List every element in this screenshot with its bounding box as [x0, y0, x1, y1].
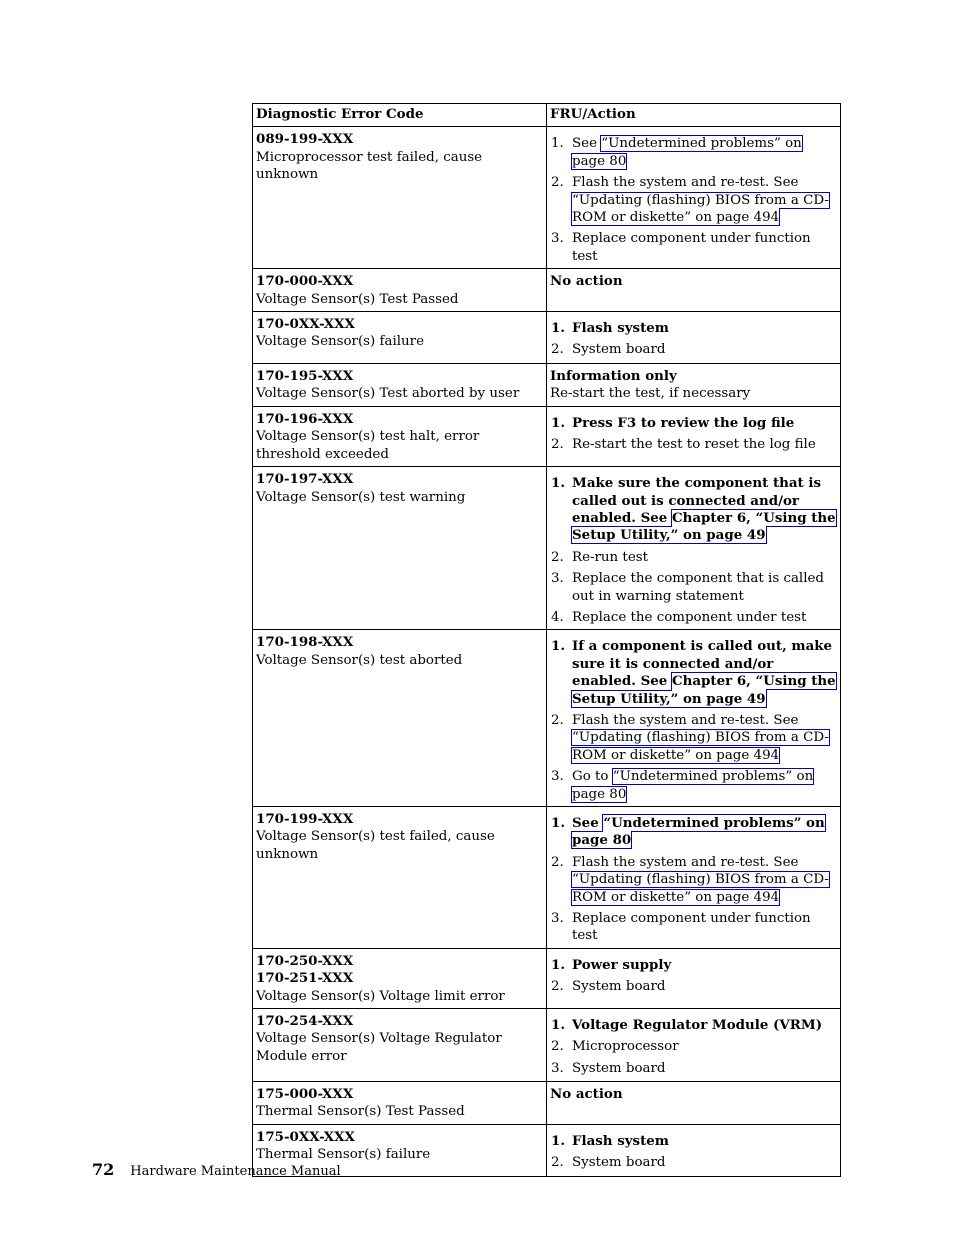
fru-action-content [547, 949, 840, 999]
action-step [550, 1154, 837, 1171]
step-text: System board [572, 979, 666, 995]
table-row [253, 312, 841, 364]
fru-action-cell [547, 312, 841, 364]
action-subtext: Re-start the test, if necessary [550, 386, 751, 402]
error-description: Voltage Sensor(s) Test aborted by user [256, 386, 520, 402]
error-code-cell [253, 467, 547, 630]
fru-action-cell [547, 807, 841, 949]
action-steps [550, 1133, 837, 1172]
step-number: 2. [551, 712, 564, 728]
fru-action-content [547, 364, 840, 406]
step-text: System board [572, 342, 666, 358]
action-steps [550, 1017, 837, 1077]
fru-action-cell [547, 406, 841, 466]
fru-action-cell [547, 1124, 841, 1176]
error-code-content [253, 312, 546, 354]
fru-action-content [547, 407, 840, 457]
fru-action-content [547, 269, 840, 293]
cross-reference-link[interactable]: Chapter 6, “Using the Setup Utility,” on page 49 [572, 673, 836, 707]
action-step [550, 415, 837, 432]
error-code-content [253, 807, 546, 866]
fru-action-content [547, 467, 840, 629]
error-code-cell [253, 1082, 547, 1125]
step-number: 2. [551, 437, 564, 453]
step-text: Replace component under function test [572, 911, 811, 944]
table-row [253, 127, 841, 269]
book-title: Hardware Maintenance Manual [130, 1164, 341, 1179]
error-code-cell [253, 1009, 547, 1082]
error-code: 170-000-XXX [256, 273, 354, 290]
action-step [550, 1133, 837, 1150]
step-number: 1. [551, 638, 565, 655]
table-row [253, 948, 841, 1008]
action-steps [550, 415, 837, 454]
fru-action-cell [547, 1009, 841, 1082]
action-title: Information only [550, 368, 677, 385]
table-row [253, 1124, 841, 1176]
action-step [550, 570, 837, 605]
step-text: Go to [572, 769, 613, 785]
fru-action-content [547, 630, 840, 806]
action-step [550, 436, 837, 453]
error-code: 175-000-XXX [256, 1086, 354, 1103]
action-steps [550, 957, 837, 996]
step-text: Power supply [572, 956, 672, 973]
step-text: Replace component under function test [572, 231, 811, 264]
table-row [253, 269, 841, 312]
page-number: 72 [92, 1160, 115, 1179]
error-code-content [253, 1009, 546, 1068]
error-code: 170-251-XXX [256, 970, 354, 987]
fru-action-content [547, 127, 840, 268]
error-code-content [253, 949, 546, 1008]
error-code: 170-250-XXX [256, 952, 354, 969]
table-row [253, 1082, 841, 1125]
step-text: Make sure the component that is called out is connected and/or enabled. See [572, 475, 822, 526]
action-steps [550, 135, 837, 265]
error-description: Voltage Sensor(s) Voltage Regulator Module error [256, 1031, 502, 1064]
action-step [550, 854, 837, 906]
error-code-cell [253, 807, 547, 949]
fru-action-cell [547, 948, 841, 1008]
fru-action-cell [547, 127, 841, 269]
error-code: 175-0XX-XXX [256, 1128, 355, 1145]
step-number: 1. [551, 320, 565, 337]
step-number: 2. [551, 854, 564, 870]
action-step [550, 174, 837, 226]
error-code-cell [253, 948, 547, 1008]
error-code-cell [253, 312, 547, 364]
error-code-cell [253, 406, 547, 466]
step-number: 4. [551, 609, 564, 625]
step-number: 2. [551, 1039, 564, 1055]
fru-action-content [547, 1082, 840, 1106]
fru-action-cell [547, 630, 841, 807]
action-step [550, 230, 837, 265]
step-number: 3. [551, 571, 564, 587]
error-code-cell [253, 630, 547, 807]
error-code-content [253, 269, 546, 311]
step-text: Flash the system and re-test. See [572, 175, 799, 191]
step-number: 1. [551, 1017, 565, 1034]
step-text: Voltage Regulator Module (VRM) [572, 1017, 823, 1034]
action-text: No action [550, 273, 623, 290]
error-code: 170-196-XXX [256, 410, 354, 427]
fru-action-content [547, 1009, 840, 1080]
cross-reference-link[interactable]: “Undetermined problems” on page 80 [572, 136, 802, 169]
step-number: 3. [551, 769, 564, 785]
error-code-cell [253, 127, 547, 269]
step-number: 1. [551, 136, 564, 152]
cross-reference-link[interactable]: “Undetermined problems” on page 80 [572, 769, 814, 802]
page-footer [92, 1161, 341, 1180]
error-description: Microprocessor test failed, cause unknown [256, 149, 483, 183]
action-step [550, 978, 837, 995]
step-text: Re-run test [572, 549, 648, 565]
step-text: System board [572, 1060, 666, 1076]
table-row [253, 630, 841, 807]
table-row [253, 364, 841, 407]
action-step [550, 768, 837, 803]
step-text: See [572, 815, 604, 831]
step-text: Replace the component under test [572, 609, 807, 625]
step-text: Flash the system and re-test. See [572, 712, 799, 728]
error-code-cell [253, 364, 547, 407]
step-text: Re-start the test to reset the log file [572, 437, 816, 453]
fru-action-cell [547, 364, 841, 407]
table-row [253, 467, 841, 630]
error-description: Voltage Sensor(s) Test Passed [256, 291, 459, 307]
error-description: Voltage Sensor(s) test aborted [256, 652, 463, 668]
error-code-content [253, 407, 546, 466]
diagnostic-error-table [252, 103, 841, 1177]
step-text: Flash system [572, 320, 669, 337]
error-description: Thermal Sensor(s) failure [256, 1147, 431, 1163]
error-description: Voltage Sensor(s) failure [256, 334, 424, 350]
step-number: 3. [551, 1060, 564, 1076]
action-step [550, 712, 837, 764]
header-label: FRU/Action [550, 106, 636, 122]
error-code-content [253, 630, 546, 672]
fru-action-cell [547, 269, 841, 312]
table-row [253, 1009, 841, 1082]
cross-reference-link[interactable]: “Updating (flashing) BIOS from a CD-ROM or diskette” on page 494 [572, 730, 829, 763]
action-step [550, 957, 837, 974]
error-description: Voltage Sensor(s) test warning [256, 489, 466, 505]
error-description: Voltage Sensor(s) test halt, error threshold exceeded [256, 429, 480, 462]
cross-reference-link[interactable]: “Updating (flashing) BIOS from a CD-ROM or diskette” on page 494 [572, 192, 829, 226]
step-number: 3. [551, 231, 564, 247]
table-body [253, 127, 841, 1176]
error-description: Thermal Sensor(s) Test Passed [256, 1104, 465, 1120]
action-steps [550, 475, 837, 626]
fru-action-content [547, 807, 840, 948]
table-header-row [253, 104, 841, 127]
step-text: See [572, 136, 602, 152]
step-number: 1. [551, 475, 565, 492]
action-steps [550, 320, 837, 359]
step-number: 2. [551, 175, 564, 191]
cross-reference-link[interactable]: “Updating (flashing) BIOS from a CD-ROM or diskette” on page 494 [572, 872, 829, 905]
action-step [550, 475, 837, 545]
action-step [550, 341, 837, 358]
error-code: 170-0XX-XXX [256, 316, 355, 333]
action-step [550, 1017, 837, 1034]
table-row [253, 406, 841, 466]
action-step [550, 549, 837, 566]
error-description: Voltage Sensor(s) Voltage limit error [256, 988, 505, 1004]
error-code: 170-197-XXX [256, 471, 354, 488]
step-number: 1. [551, 956, 565, 973]
step-number: 1. [551, 1132, 565, 1149]
action-step [550, 1038, 837, 1055]
action-steps [550, 638, 837, 803]
action-step [550, 638, 837, 708]
error-code: 089-199-XXX [256, 131, 354, 148]
step-number: 3. [551, 911, 564, 927]
error-code: 170-199-XXX [256, 811, 354, 827]
action-text: No action [550, 1086, 623, 1103]
error-description: Voltage Sensor(s) test failed, cause unknown [256, 829, 495, 862]
action-step [550, 1060, 837, 1077]
error-code-content [253, 364, 546, 406]
action-steps [550, 815, 837, 945]
action-step [550, 609, 837, 626]
error-code-content [253, 467, 546, 509]
header-label: Diagnostic Error Code [256, 106, 424, 122]
table-row [253, 807, 841, 949]
step-text: Replace the component that is called out in warning statement [572, 571, 824, 604]
step-text: Press F3 to review the log file [572, 414, 795, 431]
error-code: 170-195-XXX [256, 368, 354, 385]
error-code: 170-254-XXX [256, 1013, 354, 1030]
error-code-cell [253, 269, 547, 312]
fru-action-content [547, 1125, 840, 1175]
step-number: 2. [551, 342, 564, 358]
error-code-content [253, 127, 546, 186]
column-header-error-code [253, 104, 547, 127]
column-header-fru-action [547, 104, 841, 127]
step-number: 2. [551, 979, 564, 995]
error-code: 170-198-XXX [256, 634, 354, 651]
step-text: Flash the system and re-test. See [572, 854, 799, 870]
step-number: 1. [551, 414, 565, 431]
action-step [550, 910, 837, 945]
action-step [550, 320, 837, 337]
action-step [550, 135, 837, 170]
step-text: If a component is called out, make sure it is connected and/or enabled. See [572, 638, 833, 690]
error-code-content [253, 1082, 546, 1124]
step-number: 1. [551, 815, 565, 831]
step-number: 2. [551, 1155, 564, 1171]
fru-action-cell [547, 1082, 841, 1125]
step-text: System board [572, 1155, 666, 1171]
step-text: Flash system [572, 1132, 669, 1149]
action-step [550, 815, 837, 850]
cross-reference-link[interactable]: Chapter 6, “Using the Setup Utility,” on page 49 [572, 509, 836, 544]
cross-reference-link[interactable]: “Undetermined problems” on page 80 [572, 815, 825, 849]
fru-action-content [547, 312, 840, 362]
fru-action-cell [547, 467, 841, 630]
step-number: 2. [551, 549, 564, 565]
step-text: Microprocessor [572, 1039, 679, 1055]
